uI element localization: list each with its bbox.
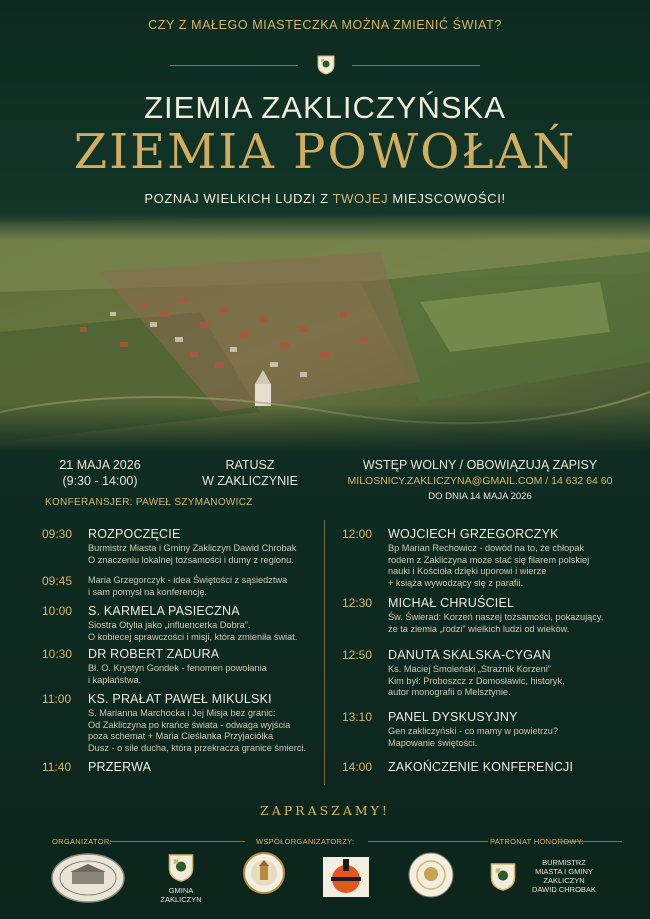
event-venue-line2: W ZAKLICZYNIE xyxy=(202,474,298,488)
agenda-description-line: nauki i Kościoła dzięki uporowi i wierze xyxy=(388,566,547,576)
event-date-block xyxy=(30,457,170,489)
agenda-description-line: O znaczeniu lokalnej tożsamości i dumy z regionu. xyxy=(88,554,294,565)
footer-rule-1 xyxy=(110,841,245,842)
patron-caption-line4: DAWID CHROBAK xyxy=(532,885,596,894)
agenda-description-line: że ta ziemia „rodzi” wielkich ludzi od wieków. xyxy=(388,623,570,634)
agenda-description-line: Dusz - o sile ducha, która przekracza granice śmierci. xyxy=(88,742,307,753)
footer-rule-2 xyxy=(368,841,488,842)
agenda-item xyxy=(42,647,342,685)
agenda-item xyxy=(342,527,642,588)
agenda-description-line: Siostra Otylia jako „influencerka Dobra”. xyxy=(88,620,251,630)
agenda-speaker: ROZPOCZĘCIE xyxy=(88,527,181,541)
agenda-speaker: ZAKOŃCZENIE KONFERENCJI xyxy=(388,760,574,774)
agenda-description-line: Kim był: Proboszcz z Domosławic, historyk, xyxy=(388,675,565,686)
agenda-time: 11:00 xyxy=(42,692,72,706)
agenda-speaker: PANEL DYSKUSYJNY xyxy=(388,710,518,724)
agenda-item xyxy=(42,527,342,565)
subtitle-highlight: TWOJEJ xyxy=(332,191,389,206)
tagline: CZY Z MAŁEGO MIASTECZKA MOŻNA ZMIENIĆ ŚWIAT? xyxy=(148,18,502,32)
agenda-speaker: WOJCIECH GRZEGORCZYK xyxy=(388,527,559,541)
title-region: ZIEMIA ZAKLICZYŃSKA xyxy=(144,90,506,125)
crest-icon xyxy=(490,862,516,892)
agenda-description-line: i kapłaństwa. xyxy=(88,674,142,685)
subtitle-post: MIEJSCOWOŚCI! xyxy=(392,191,506,206)
divider-right xyxy=(352,65,480,66)
agenda-speaker: KS. PRAŁAT PAWEŁ MIKULSKI xyxy=(88,692,272,706)
event-date: 21 MAJA 2026 xyxy=(59,458,141,472)
agenda-description-line: + książa wywodzący się z parafii. xyxy=(388,577,524,588)
agenda-description-line: Maria Grzegorczyk - idea Świętości z sąsiedztwa xyxy=(88,575,288,585)
agenda-speaker: PRZERWA xyxy=(88,760,152,774)
agenda-item xyxy=(342,760,642,780)
agenda-description-line: Bł. O. Krystyn Gondek - fenomen powołania xyxy=(88,663,267,673)
agenda-description-line: rodem z Zakliczyna może stać się filarem polskiej xyxy=(388,554,590,565)
agenda-description-line: poza schemat + Maria Cieślanka Przyjaciółka xyxy=(88,731,274,741)
agenda-description-line: Św. Świerad: Korzeń naszej tożsamości, pokazujący, xyxy=(388,612,604,622)
agenda-description-line: i sam pomysł na konferencję. xyxy=(88,586,207,597)
agenda-time: 14:00 xyxy=(342,760,373,774)
coorganizers-label: WSPÓŁORGANIZATORZY: xyxy=(256,837,355,846)
agenda-description-line: autor monografii o Melsztynie. xyxy=(388,687,511,697)
organizer-label: ORGANIZATOR: xyxy=(52,837,112,846)
agenda-description-line: Ks. Maciej Smoleński „Strażnik Korzeni” xyxy=(388,664,551,674)
crest-icon xyxy=(317,55,335,75)
gmina-caption-line1: GMINA xyxy=(168,886,194,895)
subtitle xyxy=(0,191,650,206)
aerial-town-photo xyxy=(0,212,650,452)
agenda-speaker: DR ROBERT ZADURA xyxy=(88,647,220,661)
event-venue-block xyxy=(185,457,315,489)
agenda-description-line: S. Marianna Marchocka i Jej Misja bez granic: xyxy=(88,708,276,718)
foundation-seal-icon xyxy=(408,852,454,898)
event-deadline: DO DNIA 14 MAJA 2026 xyxy=(428,491,532,502)
agenda-speaker: DANUTA SKALSKA-CYGAN xyxy=(388,648,551,662)
agenda-item xyxy=(42,574,342,597)
agenda-item xyxy=(42,692,342,753)
event-entry: WSTĘP WOLNY / OBOWIĄZUJĄ ZAPISY xyxy=(362,458,598,472)
event-contact[interactable]: MILOSNICY.ZAKLICZYNA@GMAIL.COM / 14 632 64 60 xyxy=(347,475,613,487)
gmina-caption-line2: ZAKLICZYN xyxy=(160,895,202,904)
agenda-description-line: Gen zakliczyński - co mamy w powietrzu? xyxy=(388,726,559,736)
agenda-description-line: Mapowanie świętości. xyxy=(388,737,478,748)
club-logo-icon xyxy=(323,857,369,897)
agenda-time: 09:45 xyxy=(42,574,73,588)
agenda-description-line: Burmistrz Miasta i Gminy Zakliczyn Dawid Chrobak xyxy=(88,543,297,553)
patron-caption xyxy=(524,858,604,894)
gmina-caption xyxy=(156,886,206,904)
agenda-time: 13:10 xyxy=(342,710,373,724)
invite-text: ZAPRASZAMY! xyxy=(260,803,390,818)
agenda-description-line: Od Zakliczyna po krańce świata - odwaga wyjścia xyxy=(88,719,291,730)
agenda-time: 10:30 xyxy=(42,647,73,661)
agenda-time: 11:40 xyxy=(42,760,72,774)
host-name: KONFERANSJER: PAWEŁ SZYMANOWICZ xyxy=(45,497,253,508)
agenda-item xyxy=(342,596,642,634)
patron-caption-line3: ZAKLICZYN xyxy=(543,876,585,885)
divider-left xyxy=(170,65,298,66)
agenda-speaker: S. KARMELA PASIECZNA xyxy=(88,604,240,618)
event-hours: (9:30 - 14:00) xyxy=(62,474,138,488)
agenda-speaker: MICHAŁ CHRUŚCIEL xyxy=(388,596,515,610)
agenda-item xyxy=(342,648,642,697)
subtitle-pre: POZNAJ WIELKICH LUDZI Z xyxy=(144,191,329,206)
society-seal-icon xyxy=(50,852,126,904)
agenda-time: 12:30 xyxy=(342,596,373,610)
parish-seal-icon xyxy=(243,852,285,894)
agenda-item xyxy=(42,760,342,780)
event-venue-line1: RATUSZ xyxy=(225,458,275,472)
agenda-description-line: O kobiecej sprawczości i misji, która zmieniła świat. xyxy=(88,631,298,642)
agenda-time: 12:50 xyxy=(342,648,373,662)
agenda-item xyxy=(42,604,342,642)
event-entry-block xyxy=(330,457,630,505)
agenda-item xyxy=(342,710,642,748)
patronage-label: PATRONAT HONOROWY: xyxy=(490,837,585,846)
agenda-description-line: Bp Marian Rechowicz - dowód na to, że chłopak xyxy=(388,543,585,553)
agenda-time: 10:00 xyxy=(42,604,73,618)
patron-caption-line2: MIASTA I GMINY xyxy=(535,867,593,876)
agenda-time: 12:00 xyxy=(342,527,373,541)
title-main: ZIEMIA POWOŁAŃ xyxy=(73,124,577,180)
crest-icon xyxy=(168,853,194,883)
patron-caption-line1: BURMISTRZ xyxy=(542,858,586,867)
agenda-time: 09:30 xyxy=(42,527,73,541)
